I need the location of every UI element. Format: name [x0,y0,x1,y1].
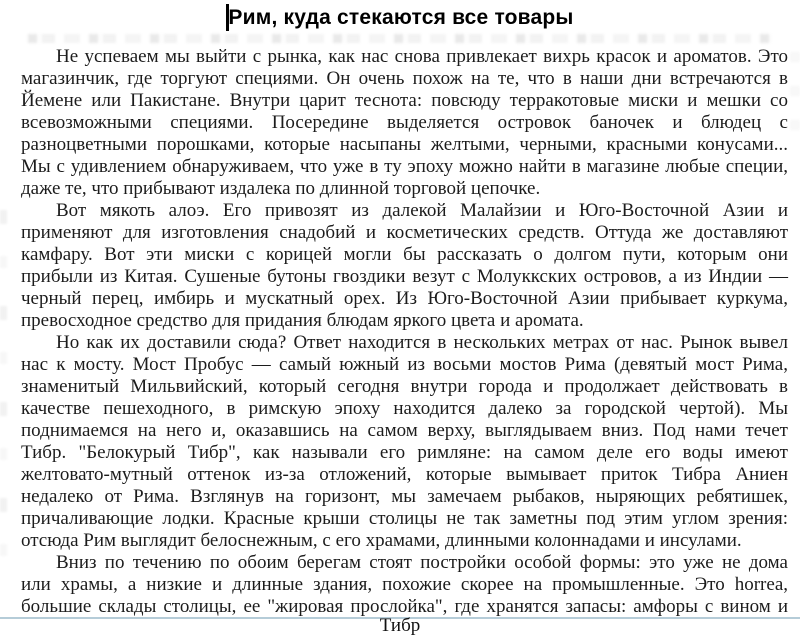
text-line: или храмы, а низкие и длинные здания, похожие скорее на промышленные. Это horrea, [21,574,788,595]
page-title: Рим, куда стекаются все товары [228,5,574,29]
text-line: большие склады столицы, ее "жировая прослойка", где хранятся запасы: амфоры с вином и [21,596,788,617]
text-line: Тибр. "Белокурый Тибр", как называли его римляне: на самом деле его воды имеют [21,442,788,463]
left-edge-scan-artifact [0,210,7,570]
text-line: камфару. Вот эти миски с корицей могли бы рассказать о долгом пути, которым они [21,244,788,265]
faded-text-artifact [28,34,772,43]
text-line: поднимаемся на него и, оказавшись на самом верху, выглядываем вниз. Под нами течет [21,420,788,441]
text-line: нас к мосту. Мост Пробус — самый южный из восьми мостов Рима (девятый мост Рима, [21,354,788,375]
text-line: желтовато-мутный оттенок из-за отложений, которые вымывает приток Тибра Аниен [21,464,788,485]
text-line: Не успеваем мы выйти с рынка, как нас снова привлекает вихрь красок и ароматов. Это [56,46,788,67]
text-line: черный перец, имбирь и мускатный орех. Из Юго-Восточной Азии прибывает куркума, [21,288,788,309]
text-line: даже те, что прибывают издалека по длинной торговой цепочке. [21,178,541,199]
text-line: Но как их доставили сюда? Ответ находится в нескольких метрах от нас. Рынок вывел [56,332,788,353]
text-line: причаливающие лодки. Красные крыши столицы не так заметны под этим углом зрения: [21,508,788,529]
text-line: недалеко от Рима. Взглянув на горизонт, мы замечаем рыбаков, ныряющих ребятишек, [21,486,788,507]
right-edge-scan-artifact [790,52,800,152]
text-line: Вниз по течению по обоим берегам стоят постройки особой формы: это уже не дома [56,552,788,573]
text-line: Мы с удивлением обнаруживаем, что уже в ту эпоху можно найти в магазине любые специи, [21,156,788,177]
text-line: разноцветными порошками, которые насыпаны желтыми, черными, красными конусами... [21,134,788,155]
text-line: знаменитый Мильвийский, который сегодня внутри города и продолжает действовать в [21,376,788,397]
text-line: применяют для изготовления снадобий и косметических средств. Оттуда же доставляют [21,222,788,243]
document-text[interactable] [21,46,788,618]
text-line: всевозможными специями. Посередине выделяется островок баночек и блюдец с [21,112,788,133]
text-line: прибыли из Китая. Сушеные бутоны гвоздики везут с Молуккских островов, а из Индии — [21,266,788,287]
next-line-clipped-fragment [0,615,800,636]
text-line: отсюда Рим выглядит белоснежным, с его храмами, длинными колоннадами и инсулами. [21,530,742,551]
text-line: качестве пешеходного, в римскую эпоху находится далеко за городской чертой). Мы [21,398,788,419]
text-line: Вот мякоть алоэ. Его привозят из далекой Малайзии и Юго-Восточной Азии и [56,200,788,221]
text-line: превосходное средство для придания блюдам яркого цвета и аромата. [21,310,584,331]
page-title-row [0,2,800,32]
text-line: магазинчик, где торгуют специями. Он очень похож на те, что в наши дни встречаются в [21,68,788,89]
next-line-text: Тибр [379,615,421,636]
text-line: Йемене или Пакистане. Внутри царит теснота: повсюду терракотовые миски и мешки со [21,90,788,111]
